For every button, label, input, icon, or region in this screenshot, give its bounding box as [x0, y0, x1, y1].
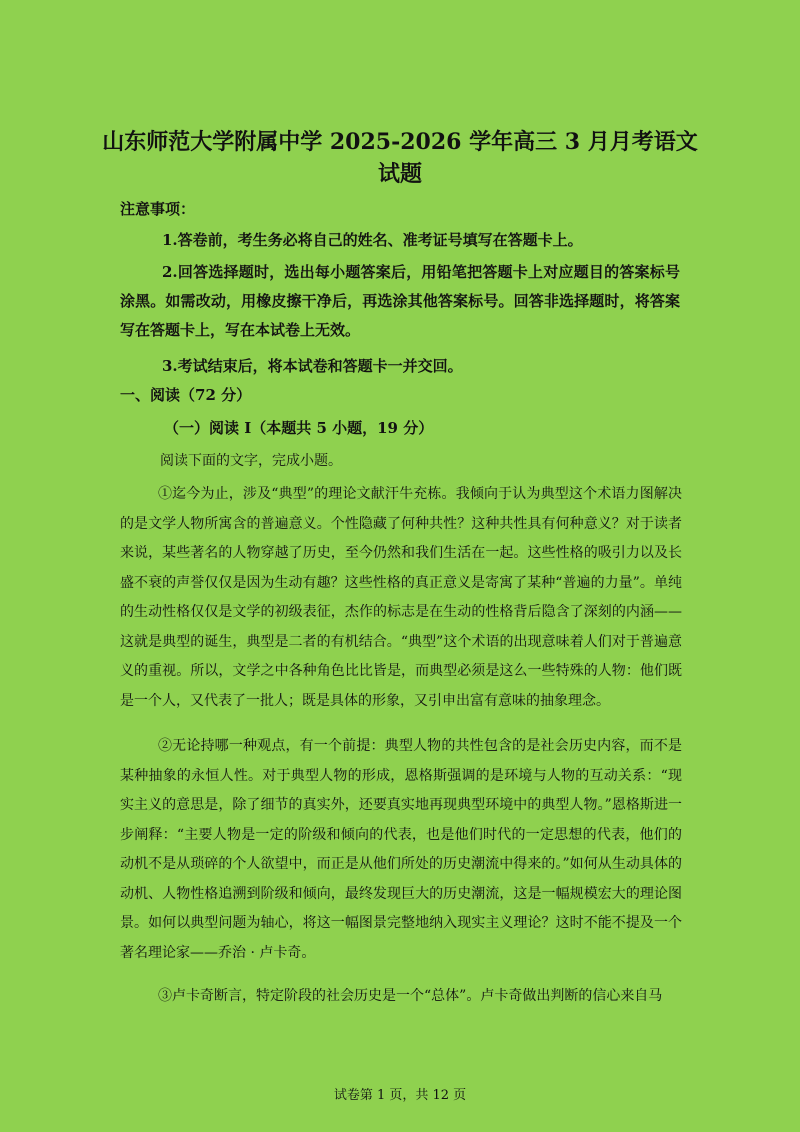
reading-paragraph-1: ①迄今为止，涉及“典型”的理论文献汗牛充栋。我倾向于认为典型这个术语力图解决的是文学人物所寓含的普遍意义。个性隐藏了何种共性？这种共性具有何种意义？对于读者来说，某些著名的人物穿越了历史，至今仍然和我们生活在一起。这些性格的吸引力以及长盛不衰的声誉仅仅是因为生动有趣？这些性格的真正意义是寄寓了某种“普遍的力量”。单纯的生动性格仅仅是文学的初级表征，杰作的标志是在生动的性格背后隐含了深刻的内涵——这就是典型的诞生，典型是二者的有机结合。“典型”这个术语的出现意味着人们对于普遍意义的重视。所以，文学之中各种角色比比皆是，而典型必须是这么一些特殊的人物：他们既是一个人，又代表了一批人；既是具体的形象，又引申出富有意味的抽象理念。 — [120, 486, 682, 709]
reading-paragraph-2: ②无论持哪一种观点，有一个前提：典型人物的共性包含的是社会历史内容，而不是某种抽象的永恒人性。对于典型人物的形成，恩格斯强调的是环境与人物的互动关系：“现实主义的意思是，除了细节的真实外，还要真实地再现典型环境中的典型人物。”恩格斯进一步阐释：“主要人物是一定的阶级和倾向的代表，也是他们时代的一定思想的代表，他们的动机不是从琐碎的个人欲望中，而正是从他们所处的历史潮流中得来的。”如何从生动具体的动机、人物性格追溯到阶级和倾向，最终发现巨大的历史潮流，这是一幅规模宏大的理论图景。如何以典型问题为轴心，将这一幅图景完整地纳入现实主义理论？这时不能不提及一个著名理论家——乔治 · 卢卡奇。 — [120, 738, 682, 961]
subsection-heading: （一）阅读 I（本题共 5 小题，19 分） — [164, 419, 434, 437]
notice-heading: 注意事项： — [120, 200, 196, 218]
page-title: 山东师范大学附属中学 2025-2026 学年高三 3 月月考语文 — [102, 129, 698, 155]
reading-paragraph-3: ③卢卡奇断言，特定阶段的社会历史是一个“总体”。卢卡奇做出判断的信心来自马 — [158, 988, 663, 1004]
notice-item-1: 1.答卷前，考生务必将自己的姓名、准考证号填写在答题卡上。 — [162, 231, 583, 249]
notice-item-2: 2.回答选择题时，选出每小题答案后，用铅笔把答题卡上对应题目的答案标号涂黑。如需改动，用橡皮擦干净后，再选涂其他答案标号。回答非选择题时，将答案写在答题卡上，写在本试卷上无效。 — [120, 263, 680, 339]
page-footer: 试卷第 1 页，共 12 页 — [333, 1088, 467, 1103]
reading-instruction: 阅读下面的文字，完成小题。 — [160, 453, 342, 469]
section-heading: 一、阅读（72 分） — [120, 386, 252, 404]
notice-item-3: 3.考试结束后，将本试卷和答题卡一并交回。 — [162, 357, 463, 375]
page-title-continued: 试题 — [377, 161, 422, 187]
